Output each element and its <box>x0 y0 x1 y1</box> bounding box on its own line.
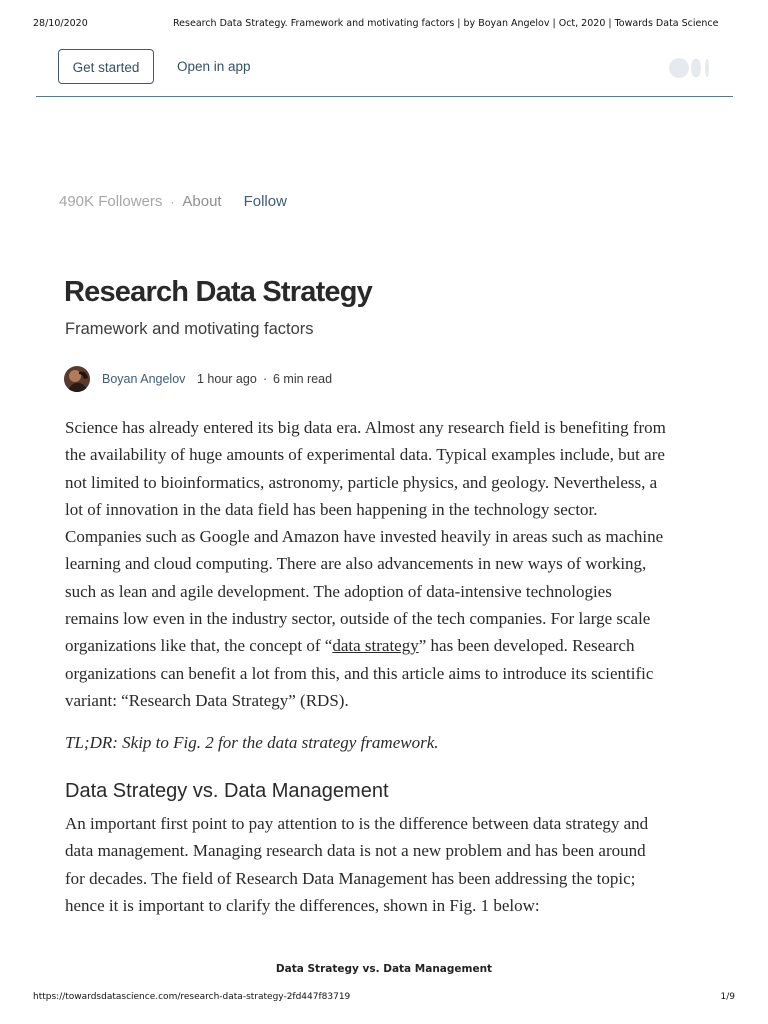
get-started-button[interactable]: Get started <box>58 49 154 84</box>
print-date: 28/10/2020 <box>33 18 88 29</box>
paragraph-line: Companies such as Google and Amazon have invested heavily in areas such as machine <box>65 527 664 547</box>
tldr-note: TL;DR: Skip to Fig. 2 for the data strategy framework. <box>65 733 439 752</box>
paragraph-line: the availability of huge amounts of experimental data. Typical examples include, but are <box>65 445 665 465</box>
paragraph-line: data management. Managing research data is not a new problem and has been around <box>65 841 646 861</box>
figure-caption: Data Strategy vs. Data Management <box>275 963 493 975</box>
section-heading: Data Strategy vs. Data Management <box>65 780 389 802</box>
about-link[interactable]: About <box>182 193 222 210</box>
separator-dot: · <box>170 195 175 209</box>
open-in-app-link[interactable]: Open in app <box>177 59 251 74</box>
data-strategy-link[interactable]: data strategy <box>332 636 419 656</box>
follow-button[interactable]: Follow <box>243 193 287 210</box>
paragraph-line: such as lean and agile development. The adoption of data-intensive technologies <box>65 581 612 601</box>
author-avatar[interactable] <box>64 366 90 392</box>
paragraph-line: not limited to bioinformatics, astronomy, particle physics, and geology. Nevertheless, a <box>65 472 658 492</box>
medium-logo-icon[interactable] <box>669 58 711 78</box>
article-title: Research Data Strategy <box>64 276 372 308</box>
paragraph-line: An important first point to pay attention to is the difference between data strategy and <box>65 814 649 833</box>
publication-meta-row <box>59 193 287 210</box>
print-header <box>33 18 735 32</box>
paragraph-line: learning and cloud computing. There are also advancements in new ways of working, <box>65 554 647 574</box>
print-footer <box>33 992 735 1006</box>
paragraph-line: hence it is important to clarify the differences, shown in Fig. 1 below: <box>65 895 540 915</box>
paragraph-text: organizations like that, the concept of “ <box>65 636 333 656</box>
paragraph-line: Science has already entered its big data era. Almost any research field is benefiting from <box>65 418 666 437</box>
paragraph-line <box>65 632 715 659</box>
paragraph-line: variant: “Research Data Strategy” (RDS). <box>65 690 349 710</box>
article-subtitle: Framework and motivating factors <box>65 320 314 338</box>
separator-dot: · <box>263 372 268 386</box>
print-url: https://towardsdatascience.com/research-data-strategy-2fd447f83719 <box>33 992 351 1002</box>
intro-paragraph <box>65 414 715 714</box>
published-time[interactable]: 1 hour ago <box>197 372 257 386</box>
followers-count: 490K Followers <box>59 193 163 210</box>
read-time: 6 min read <box>273 372 333 386</box>
section-paragraph <box>65 810 715 919</box>
paragraph-text: ” has been developed. Research <box>418 636 635 656</box>
print-page-number: 1/9 <box>720 992 735 1002</box>
paragraph-line: lot of innovation in the data field has been happening in the technology sector. <box>65 499 598 519</box>
print-page-title: Research Data Strategy. Framework and motivating factors | by Boyan Angelov | Oct, 2020 | Towards Data Science <box>173 18 719 29</box>
paragraph-line: for decades. The field of Research Data Management has been addressing the topic; <box>65 868 636 888</box>
paragraph-line: remains low even in the industry sector, outside of the tech companies. For large scale <box>65 609 651 629</box>
author-name-link[interactable]: Boyan Angelov <box>102 372 186 386</box>
top-navigation-bar <box>36 48 733 97</box>
paragraph-line: organizations can benefit a lot from this, and this article aims to introduce its scientific <box>65 663 654 683</box>
